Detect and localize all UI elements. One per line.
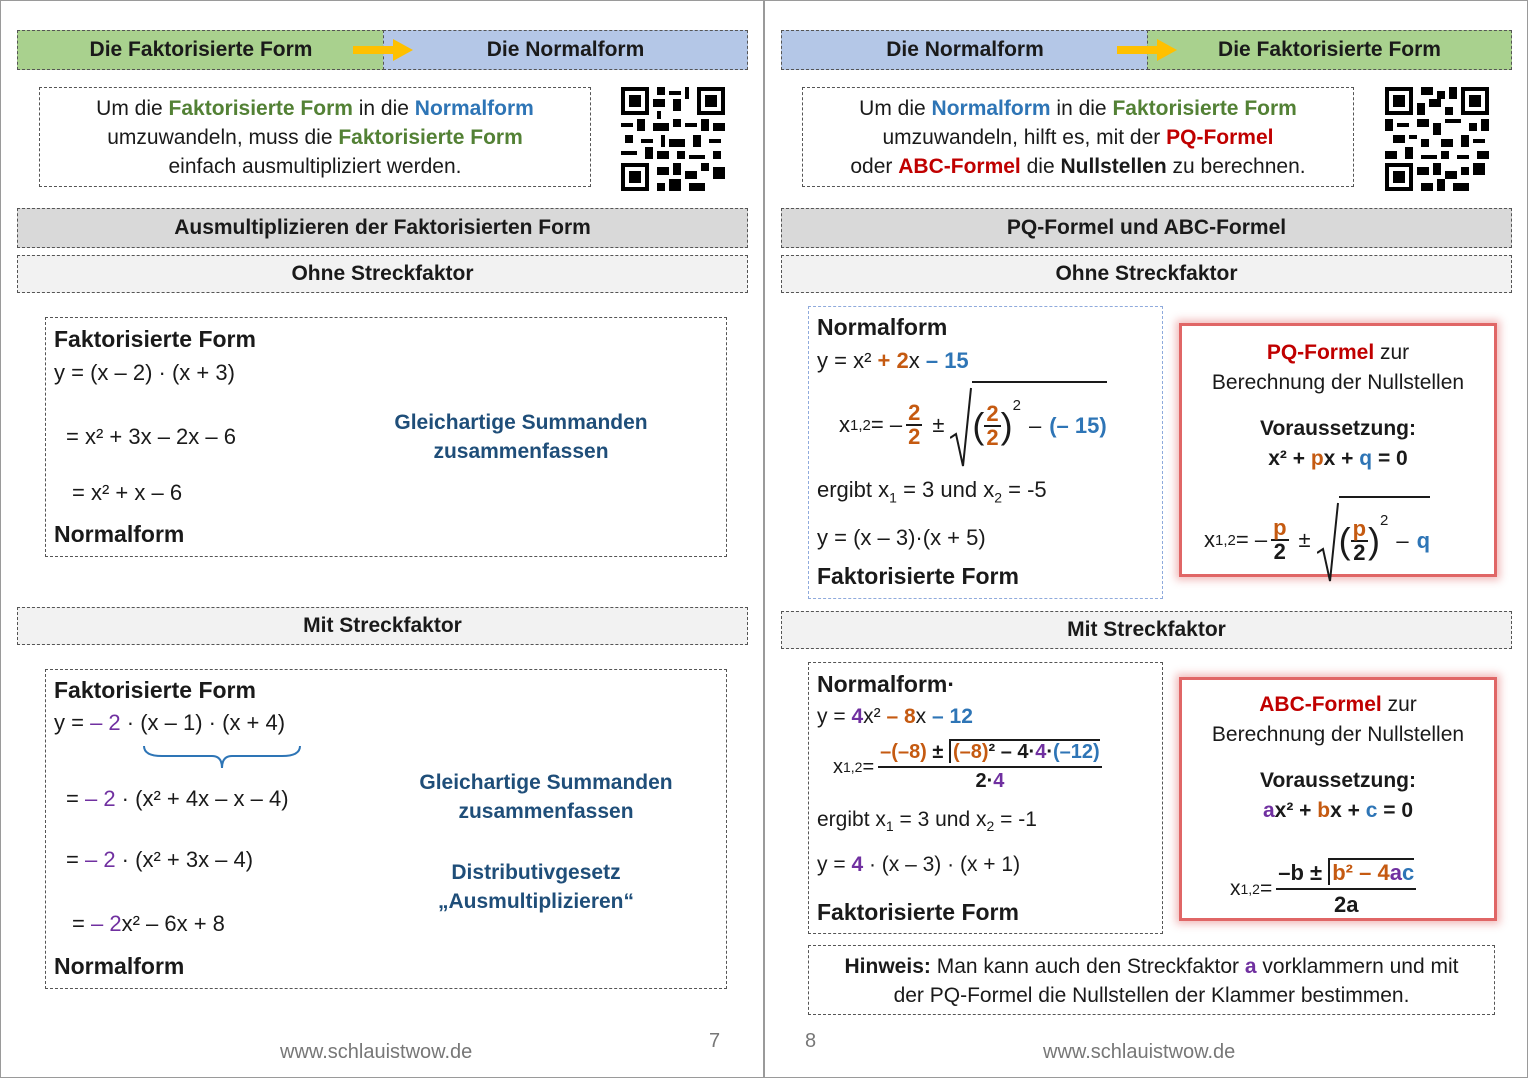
box-title: Faktorisierte Form: [54, 326, 256, 352]
header-right-faktorisierte: Die Faktorisierte Form: [1147, 30, 1512, 70]
equation-line: = – 2 · (x² + 4x – x – 4): [66, 786, 289, 811]
box-title: Faktorisierte Form: [54, 677, 256, 703]
box-title: Normalform: [817, 314, 948, 340]
header-right-normalform: Die Normalform: [383, 30, 748, 70]
sqrt-icon: [1317, 501, 1339, 585]
example-box-abc: [808, 662, 1163, 934]
page-number: 7: [709, 1030, 721, 1052]
intro-box: Um die Normalform in die Faktorisierte Form umzuwandeln, hilft es, mit der PQ-Formel oder ABC-Formel die Nullstellen zu berechnen.: [802, 87, 1354, 187]
left-page: [0, 0, 764, 1078]
subsection-mit-streckfaktor: Mit Streckfaktor: [781, 611, 1512, 649]
subsection-ohne-streckfaktor: Ohne Streckfaktor: [781, 255, 1512, 293]
box-bottom-label: Faktorisierte Form: [817, 563, 1019, 589]
abc-calculation: x 1,2 = $\frac{\text{–(–8) ± (–8)² – 4·4·(–12)}}{2\cdot 4}$: [833, 741, 1100, 792]
equation-line: y = x² + 2x – 15: [817, 348, 969, 373]
abc-formula: x 1,2 = $\frac{\text{–b ± b² – 4ac}}{2a}$: [1230, 860, 1415, 917]
sqrt-icon: [950, 386, 972, 470]
example-box-mit: [45, 669, 727, 989]
section-title-ausmultiplizieren: Ausmultiplizieren der Faktorisierten Form: [17, 208, 748, 248]
footer-url[interactable]: www.schlauistwow.de: [1043, 1041, 1236, 1063]
subsection-ohne-streckfaktor: Ohne Streckfaktor: [17, 255, 748, 293]
box-bottom-label: Normalform: [54, 521, 185, 547]
equation-line: = x² + 3x – 2x – 6: [66, 424, 236, 449]
arrow-right-icon: [1117, 39, 1177, 61]
equation-line: = x² + x – 6: [72, 480, 183, 505]
note-combine: Gleichartige Summanden zusammenfassen: [394, 411, 648, 463]
example-box-pq: [808, 306, 1163, 599]
box-bottom-label: Normalform: [54, 953, 185, 979]
note-distributive: Distributivgesetz „Ausmultiplizieren“: [437, 861, 635, 913]
intro-box: Um die Faktorisierte Form in die Normalform umzuwandeln, muss die Faktorisierte Form einfach ausmultipliziert werden.: [39, 87, 591, 187]
example-box-ohne: [45, 317, 727, 557]
equation-line: y = (x – 2) · (x + 3): [54, 360, 235, 385]
equation-line: y = – 2 · (x – 1) · (x + 4): [54, 710, 286, 735]
subsection-mit-streckfaktor: Mit Streckfaktor: [17, 607, 748, 645]
section-title-formeln: PQ-Formel und ABC-Formel: [781, 208, 1512, 248]
pq-calculation: x 1,2 = – $\frac{2}{2}$ ± ( $\frac{2}{2}$ ) $^2$ – (– 15): [839, 395, 1107, 455]
footer-url[interactable]: www.schlauistwow.de: [280, 1041, 473, 1063]
box-bottom-label: Faktorisierte Form: [817, 899, 1019, 925]
arrow-right-icon: [353, 39, 413, 61]
factored-line: y = 4 · (x – 3) · (x + 1): [817, 853, 1021, 876]
hint-box: Hinweis: Man kann auch den Streckfaktor a vorklammern und mit der PQ-Formel die Nullstellen der Klammer bestimmen.: [808, 945, 1495, 1015]
right-page: [764, 0, 1528, 1078]
brace-icon: [142, 744, 302, 770]
page-number: 8: [805, 1030, 817, 1052]
factored-line: y = (x – 3)·(x + 5): [817, 525, 986, 550]
result-line: ergibt $x_1 = 3$ und $x_2 = -1$: [817, 808, 1037, 835]
header-left-faktorisierte: Die Faktorisierte Form: [17, 30, 385, 70]
equation-line: y = 4x² – 8x – 12: [817, 705, 973, 728]
qr-code-icon[interactable]: [1385, 87, 1489, 191]
qr-code-icon[interactable]: [621, 87, 725, 191]
pq-formula-box: PQ-Formel zur Berechnung der Nullstellen Voraussetzung: x² + px + q = 0 x 1,2 = – $\frac{p}{2}$ ± ( $\frac{p}{2}$ ) $^2$ – q: [1179, 323, 1497, 577]
header-left-normalform: Die Normalform: [781, 30, 1149, 70]
result-line: ergibt $x_1 = 3$ und $x_2 = -5$: [817, 477, 1047, 506]
box-title: Normalform·: [817, 671, 956, 697]
note-combine: Gleichartige Summanden zusammenfassen: [419, 771, 673, 823]
equation-line: = – 2x² – 6x + 8: [72, 911, 225, 936]
abc-formula-box: ABC-Formel zur Berechnung der Nullstellen Voraussetzung: ax² + bx + c = 0 x 1,2 = $\frac{\text{–b ± b² – 4ac}}{2a}$: [1179, 677, 1497, 921]
equation-line: = – 2 · (x² + 3x – 4): [66, 847, 254, 872]
pq-formula: x 1,2 = – $\frac{p}{2}$ ± ( $\frac{p}{2}$ ) $^2$ – q: [1204, 510, 1430, 570]
